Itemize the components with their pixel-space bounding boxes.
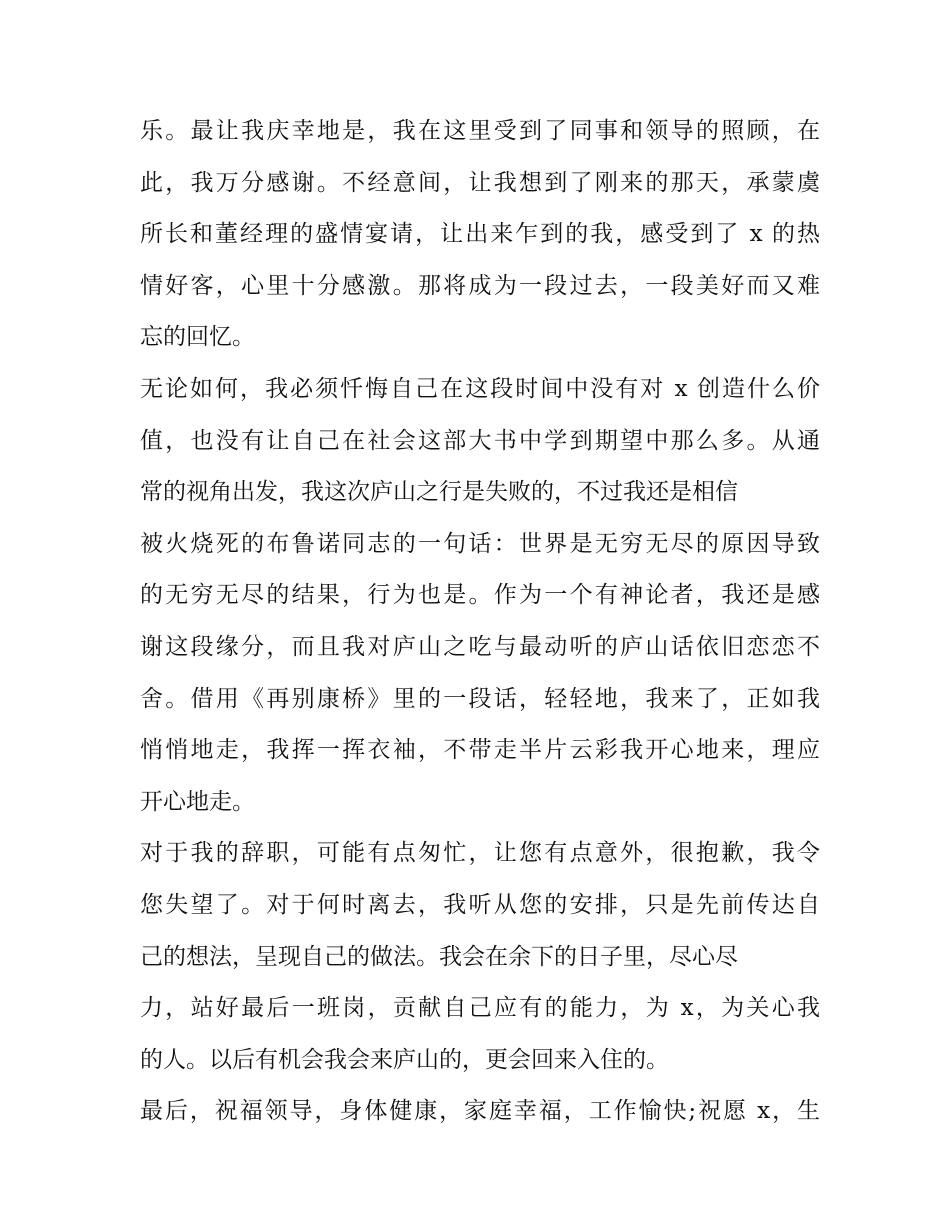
- text-line: 无论如何，我必须忏悔自己在这段时间中没有对 x 创造什么价: [140, 375, 820, 402]
- text-line: 开心地走。: [140, 788, 255, 815]
- text-line: 被火烧死的布鲁诺同志的一句话：世界是无穷无尽的原因导致: [140, 530, 820, 557]
- text-line: 己的想法，呈现自己的做法。我会在余下的日子里，尽心尽: [140, 943, 738, 970]
- text-line: 值，也没有让自己在社会这部大书中学到期望中那么多。从通: [140, 427, 820, 454]
- text-line: 的无穷无尽的结果，行为也是。作为一个有神论者，我还是感: [140, 582, 820, 609]
- text-line: 常的视角出发，我这次庐山之行是失败的，不过我还是相信: [140, 479, 738, 506]
- text-line: 情好客，心里十分感激。那将成为一段过去，一段美好而又难: [140, 272, 820, 299]
- text-line: 谢这段缘分，而且我对庐山之吃与最动听的庐山话依旧恋恋不: [140, 633, 820, 660]
- text-line: 悄悄地走，我挥一挥衣袖，不带走半片云彩我开心地来，理应: [140, 737, 820, 764]
- text-line: 忘的回忆。: [140, 324, 255, 351]
- text-line: 您失望了。对于何时离去，我听从您的安排，只是先前传达自: [140, 891, 820, 918]
- text-line: 对于我的辞职，可能有点匆忙，让您有点意外，很抱歉，我令: [140, 840, 820, 867]
- text-line: 力，站好最后一班岗，贡献自己应有的能力，为 x，为关心我: [140, 995, 820, 1022]
- text-line: 最后，祝福领导，身体健康，家庭幸福，工作愉快;祝愿 x，生: [140, 1098, 820, 1125]
- text-line: 舍。借用《再别康桥》里的一段话，轻轻地，我来了，正如我: [140, 685, 820, 712]
- text-line: 所长和董经理的盛情宴请，让出来乍到的我，感受到了 x 的热: [140, 221, 820, 248]
- text-line: 此，我万分感谢。不经意间，让我想到了刚来的那天，承蒙虞: [140, 169, 820, 196]
- text-line: 乐。最让我庆幸地是，我在这里受到了同事和领导的照顾，在: [140, 118, 820, 144]
- document-body: [140, 106, 820, 1138]
- text-line: 的人。以后有机会我会来庐山的，更会回来入住的。: [140, 1046, 669, 1073]
